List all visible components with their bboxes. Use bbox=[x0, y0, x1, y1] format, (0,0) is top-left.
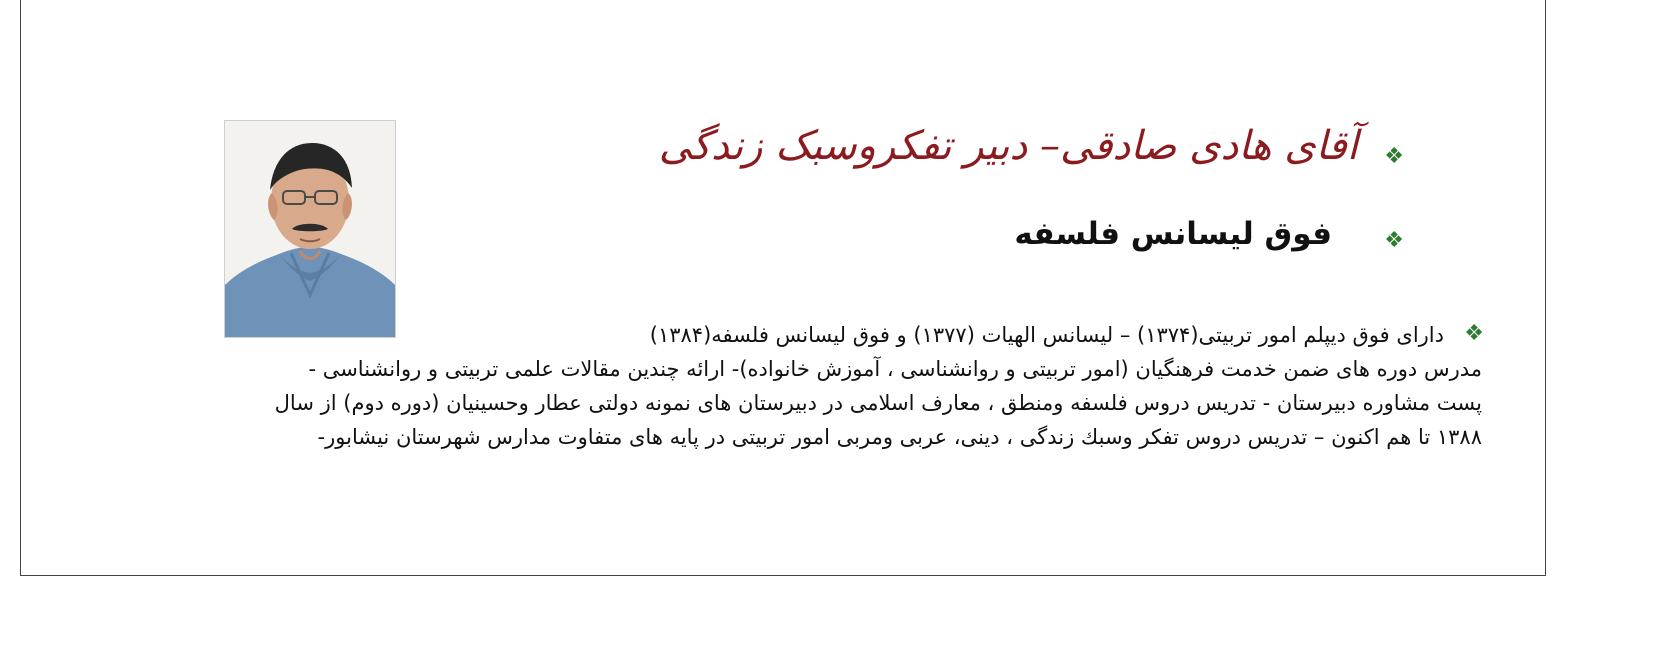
bullet-diamond-icon: ❖ bbox=[1384, 228, 1404, 253]
bio-line-4: ۱۳۸۸ تا هم اکنون – تدریس دروس تفکر وسبك زندگی ، دینی، عربی ومربی امور تربیتی در پایه های متفاوت مدارس شهرستان نیشابور- bbox=[317, 425, 1482, 449]
bio-line-3: پست مشاوره دبیرستان - تدریس دروس فلسفه ومنطق ، معارف اسلامی در دبیرستان های نمونه دولتی عطار وحسینیان (دوره دوم) از سال bbox=[274, 391, 1482, 415]
portrait-photo bbox=[224, 120, 396, 338]
bio-line-2: مدرس دوره های ضمن خدمت فرهنگیان (امور تربیتی و روانشناسی ، آموزش خانواده)- ارائه چندین مقالات علمی تربیتی و روانشناسی - bbox=[308, 357, 1482, 381]
biography-section bbox=[32, 318, 1482, 454]
bio-line-text: دارای فوق دیپلم امور تربیتی(۱۳۷۴) – لیسانس الهیات (۱۳۷۷) و فوق لیسانس فلسفه(۱۳۸۴) bbox=[649, 323, 1444, 347]
bullet-diamond-icon: ❖ bbox=[1464, 321, 1484, 346]
bio-line-1 bbox=[32, 318, 1482, 352]
degree-heading-row bbox=[704, 212, 1404, 272]
bullet-diamond-icon: ❖ bbox=[1384, 144, 1404, 169]
teacher-name-title: آقای هادی صادقی– دبیر تفکروسبک زندگی bbox=[658, 123, 1358, 169]
name-heading-row bbox=[658, 112, 1404, 202]
degree-title: فوق لیسانس فلسفه bbox=[1014, 216, 1332, 252]
